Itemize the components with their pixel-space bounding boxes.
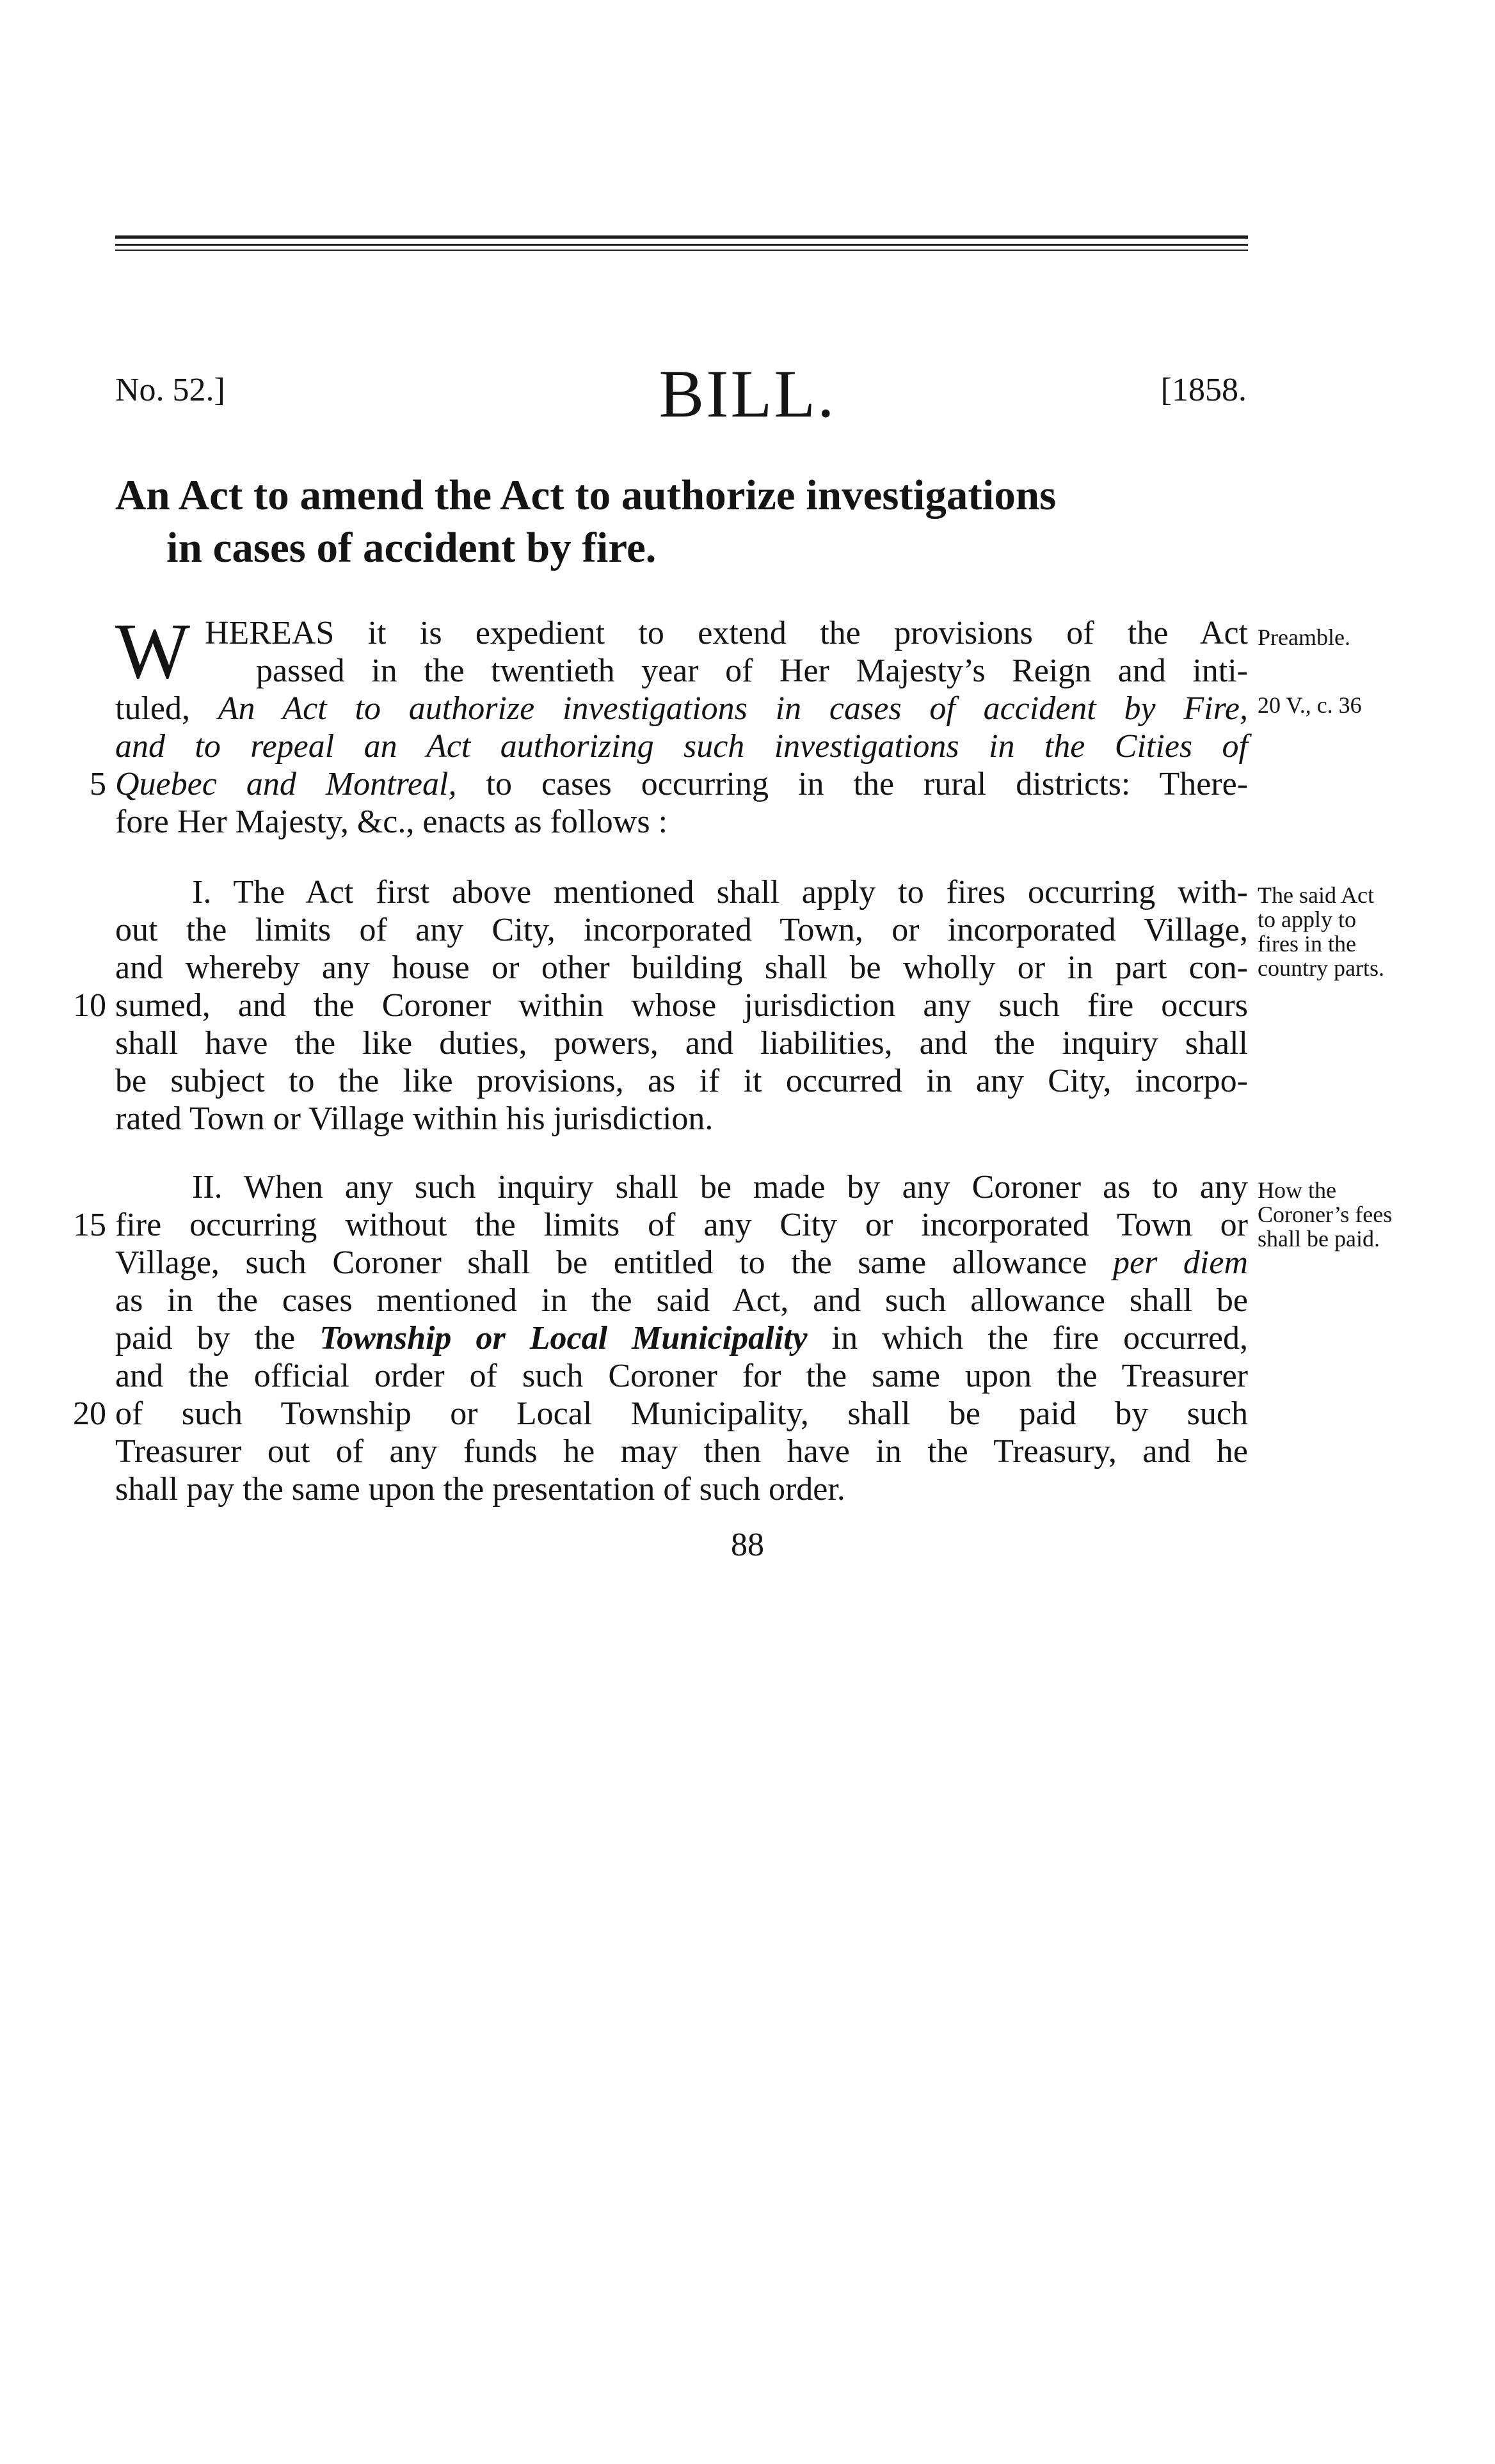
section-2-line — [115, 1319, 1248, 1357]
top-rule-middle — [115, 244, 1248, 246]
act-citation-italic: and to repeal an Act authorizing such investigations in the Cities of — [115, 728, 1248, 765]
margin-note-line: to apply to — [1258, 907, 1356, 932]
section-2-line: as in the cases mentioned in the said Act, and such allowance shall be — [115, 1282, 1248, 1319]
section-2-line: and the official order of such Coroner for the same upon the Treasurer — [115, 1358, 1248, 1394]
line-number: 10 — [73, 987, 106, 1024]
section-1-line: out the limits of any City, incorporated Town, or incorporated Village, — [115, 912, 1248, 948]
margin-note-section-2 — [1258, 1178, 1469, 1251]
per-diem-italic: per diem — [1113, 1244, 1248, 1281]
preamble-text: tuled, — [115, 690, 190, 727]
section-2-line: of such Township or Local Municipality, shall be paid by such — [115, 1395, 1248, 1432]
bill-year: [1858. — [1160, 372, 1247, 408]
section-2-line: fire occurring without the limits of any City or incorporated Town or — [115, 1207, 1248, 1243]
preamble-paragraph — [115, 607, 1249, 841]
preamble-text: to cases occurring in the rural districts: There- — [486, 766, 1249, 802]
page-number: 88 — [731, 1527, 764, 1563]
section-2-line — [115, 1244, 1248, 1282]
section-2-text: Village, such Coroner shall be entitled to the same allowance — [115, 1244, 1087, 1281]
section-1-line: rated Town or Village within his jurisdiction. — [115, 1101, 714, 1137]
act-title-line-1: An Act to amend the Act to authorize investigations — [115, 472, 1057, 519]
section-2-text: paid by the — [115, 1320, 296, 1356]
section-2-line: II. When any such inquiry shall be made by any Coroner as to any — [192, 1169, 1248, 1205]
drop-cap: W — [115, 607, 191, 695]
margin-note-line: fires in the — [1258, 931, 1356, 957]
bill-heading: BILL. — [659, 356, 836, 431]
act-citation-italic: An Act to authorize investigations in cases of accident by Fire, — [218, 690, 1249, 727]
top-rule-thin — [115, 250, 1248, 251]
line-number: 20 — [73, 1395, 106, 1432]
line-number: 5 — [90, 766, 106, 802]
top-rule-thick — [115, 235, 1248, 239]
township-emphasis: Township or Local Municipality — [319, 1320, 808, 1356]
margin-note-line: shall be paid. — [1258, 1226, 1380, 1252]
section-1-line: I. The Act first above mentioned shall apply to fires occurring with- — [192, 874, 1248, 910]
preamble-line — [115, 727, 1248, 765]
section-1-line: shall have the like duties, powers, and liabilities, and the inquiry shall — [115, 1025, 1248, 1061]
act-title — [115, 469, 1248, 574]
section-2-line: shall pay the same upon the presentation of such order. — [115, 1471, 845, 1507]
section-2-line: Treasurer out of any funds he may then have in the Treasury, and he — [115, 1433, 1248, 1470]
preamble-line: passed in the twentieth year of Her Majesty’s Reign and inti- — [256, 653, 1248, 689]
margin-note-line: The said Act — [1258, 882, 1374, 908]
bill-number: No. 52.] — [115, 372, 225, 408]
section-2-text: in which the fire occurred, — [831, 1320, 1248, 1356]
preamble-line: fore Her Majesty, &c., enacts as follows : — [115, 804, 668, 840]
line-number: 15 — [73, 1207, 106, 1243]
margin-note-line: country parts. — [1258, 955, 1384, 981]
section-1-line: sumed, and the Coroner within whose jurisdiction any such fire occurs — [115, 987, 1248, 1024]
section-1-paragraph — [115, 873, 1248, 1138]
margin-note-line: How the — [1258, 1177, 1336, 1203]
margin-note-line: Coroner’s fees — [1258, 1202, 1393, 1227]
act-citation-italic: Quebec and Montreal, — [115, 766, 457, 802]
margin-note-citation: 20 V., c. 36 — [1258, 692, 1362, 718]
preamble-line-text: HEREAS it is expedient to extend the provisions of the Act — [205, 615, 1248, 651]
preamble-line — [115, 765, 1248, 803]
section-2-paragraph — [115, 1168, 1248, 1508]
preamble-line — [115, 690, 1248, 727]
margin-note-section-1 — [1258, 883, 1469, 980]
margin-note-preamble: Preamble. — [1258, 624, 1350, 650]
section-1-line: and whereby any house or other building shall be wholly or in part con- — [115, 950, 1248, 986]
section-1-line: be subject to the like provisions, as if it occurred in any City, incorpo- — [115, 1063, 1248, 1099]
act-title-line-2: in cases of accident by fire. — [166, 524, 657, 571]
